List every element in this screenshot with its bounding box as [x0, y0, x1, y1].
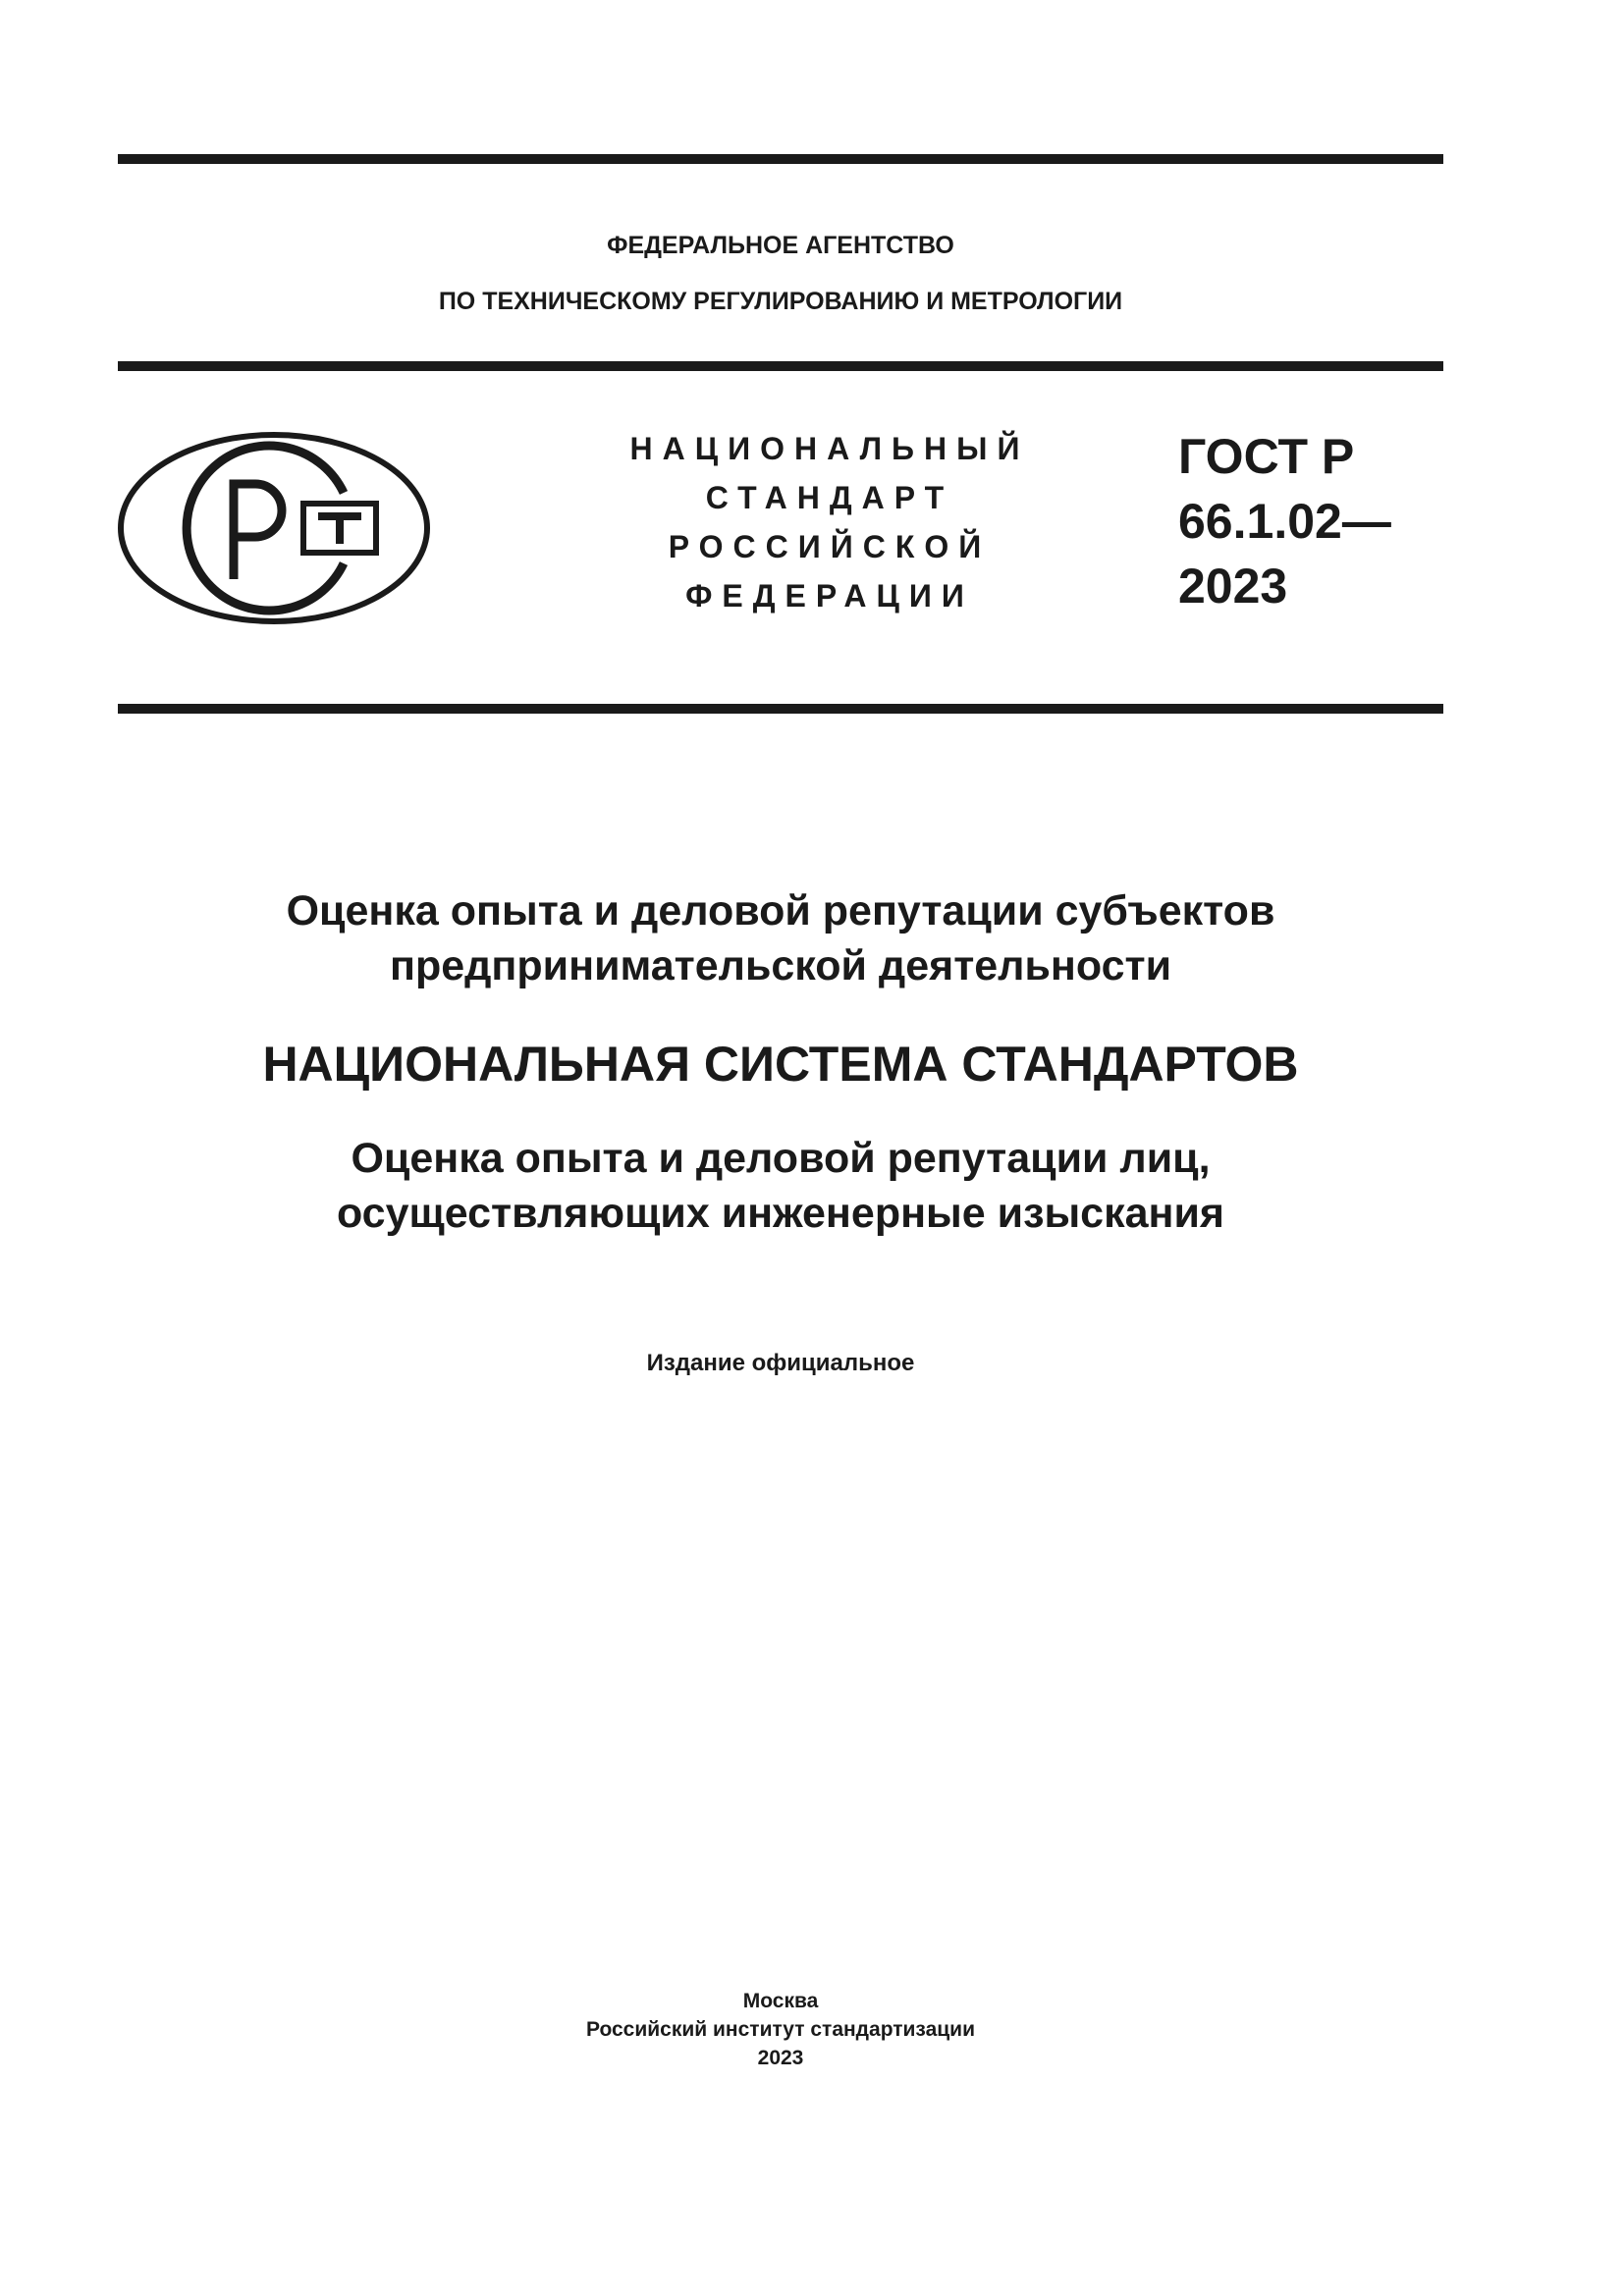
standard-designation — [1178, 424, 1391, 618]
series-title-line-2: предпринимательской деятельности — [389, 942, 1172, 989]
agency-name — [118, 218, 1443, 330]
series-title-line-1: Оценка опыта и деловой репутации субъектов — [286, 887, 1275, 934]
designation-line-3: 2023 — [1178, 559, 1288, 614]
national-standard-line-2: СТАНДАРТ — [705, 480, 954, 515]
system-title: НАЦИОНАЛЬНАЯ СИСТЕМА СТАНДАРТОВ — [262, 1037, 1299, 1092]
subject-title-line-1: Оценка опыта и деловой репутации лиц, — [351, 1135, 1211, 1182]
national-standard-label — [584, 424, 1075, 620]
designation-line-2: 66.1.02— — [1178, 494, 1391, 549]
series-title — [118, 883, 1443, 993]
bottom-header-rule — [118, 704, 1443, 714]
title-block — [118, 883, 1443, 1378]
agency-line-2: ПО ТЕХНИЧЕСКОМУ РЕГУЛИРОВАНИЮ И МЕТРОЛОГИИ — [438, 288, 1123, 315]
imprint-publisher: Российский институт стандартизации — [585, 2018, 976, 2041]
top-rule — [118, 154, 1443, 164]
rst-logo-icon — [116, 430, 432, 626]
subject-title-line-2: осуществляющих инженерные изыскания — [336, 1190, 1225, 1237]
national-standard-line-4: ФЕДЕРАЦИИ — [685, 578, 974, 614]
national-standard-line-1: НАЦИОНАЛЬНЫЙ — [629, 431, 1030, 466]
imprint — [118, 1987, 1443, 2072]
imprint-city: Москва — [742, 1990, 819, 2012]
subject-title — [118, 1131, 1443, 1241]
edition-label: Издание официальное — [646, 1350, 915, 1376]
imprint-year: 2023 — [757, 2047, 804, 2069]
national-standard-line-3: РОССИЙСКОЙ — [668, 529, 992, 564]
agency-line-1: ФЕДЕРАЛЬНОЕ АГЕНТСТВО — [607, 232, 954, 259]
designation-line-1: ГОСТ Р — [1178, 429, 1355, 484]
header-rule — [118, 361, 1443, 371]
